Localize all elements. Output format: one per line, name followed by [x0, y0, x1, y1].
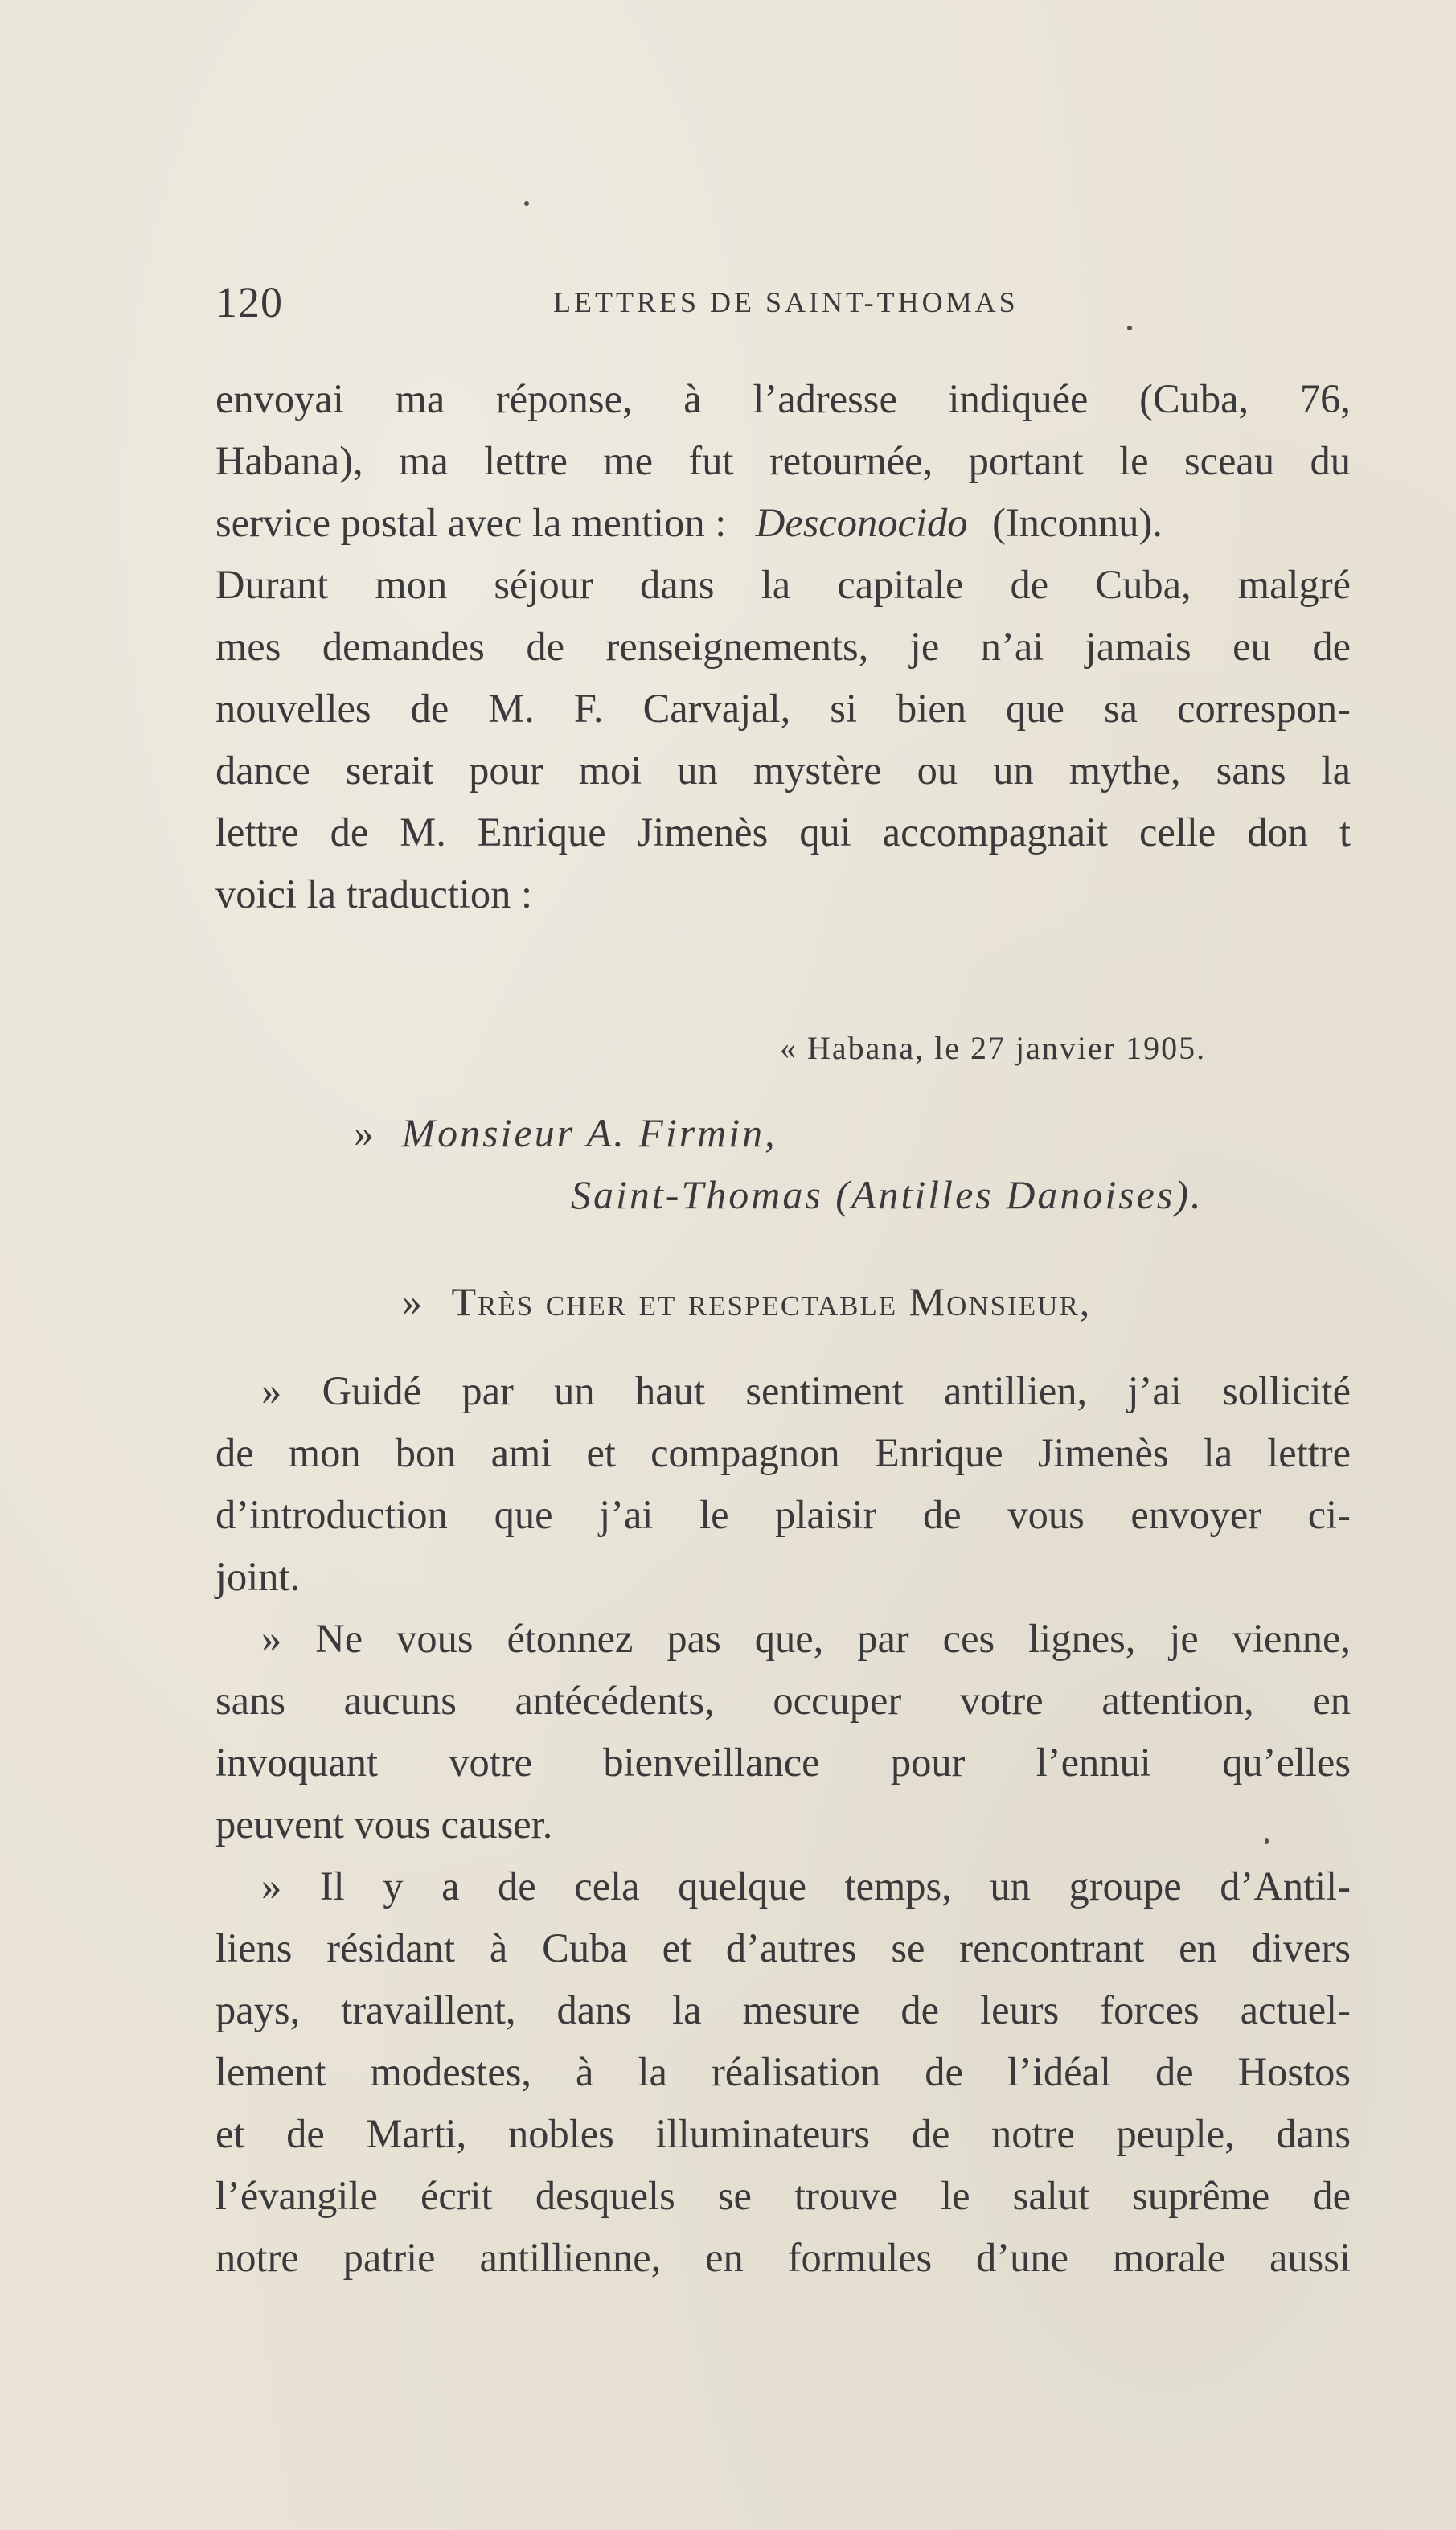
text-line: lettre de M. Enrique Jimenès qui accompagnait celle don t [215, 810, 1351, 855]
text-fragment: (Inconnu). [992, 500, 1163, 545]
text-line: invoquant votre bienveillance pour l’ennui qu’elles [215, 1740, 1351, 1785]
text-line: dance serait pour moi un mystère ou un mythe, sans la [215, 748, 1351, 793]
text-line: liens résidant à Cuba et d’autres se rencontrant en divers [215, 1925, 1351, 1970]
text-line: voici la traduction : [215, 871, 533, 916]
text-line: sans aucuns antécédents, occuper votre attention, en [215, 1678, 1351, 1723]
page-header [215, 277, 1351, 326]
text-line [215, 498, 1351, 547]
text-line: mes demandes de renseignements, je n’ai jamais eu de [215, 624, 1351, 669]
text-fragment: service postal avec la mention : [215, 500, 727, 545]
text-line: de mon bon ami et compagnon Enrique Jimenès la lettre [215, 1430, 1351, 1475]
text-line: peuvent vous causer. [215, 1802, 553, 1847]
paper-speck [524, 201, 529, 206]
text-line: nouvelles de M. F. Carvajal, si bien que sa correspon- [215, 686, 1351, 731]
paper-speck [1127, 326, 1132, 330]
text-line: d’introduction que j’ai le plaisir de vous envoyer ci- [215, 1492, 1351, 1537]
quote-mark: » [354, 1110, 375, 1155]
letter-salutation [402, 1278, 1091, 1325]
text-line: lement modestes, à la réalisation de l’idéal de Hostos [215, 2049, 1351, 2094]
text-line: joint. [215, 1554, 301, 1599]
text-line: » Il y a de cela quelque temps, un groupe d’Antil- [261, 1864, 1351, 1909]
page-number: 120 [215, 278, 283, 326]
letter-addressee-place [571, 1171, 1203, 1218]
running-title: LETTRES DE SAINT-THOMAS [553, 286, 1019, 318]
text-line: notre patrie antillienne, en formules d’une morale aussi [215, 2235, 1351, 2280]
addressee-place: Saint-Thomas (Antilles Danoises). [571, 1172, 1204, 1217]
text-line: » Ne vous étonnez pas que, par ces lignes, je vienne, [261, 1616, 1351, 1661]
emphasis-text: Desconocido [755, 500, 968, 545]
text-line: pays, travaillent, dans la mesure de leurs forces actuel- [215, 1987, 1351, 2032]
text-line: Durant mon séjour dans la capitale de Cuba, malgré [215, 562, 1351, 607]
paper-speck [1265, 1838, 1269, 1844]
text-line: l’évangile écrit desquels se trouve le salut suprême de [215, 2173, 1351, 2218]
text-line: Habana), ma lettre me fut retournée, portant le sceau du [215, 438, 1351, 483]
addressee-name: Monsieur A. Firmin, [401, 1110, 777, 1155]
letter-dateline: « Habana, le 27 janvier 1905. [780, 1030, 1207, 1066]
text-line: et de Marti, nobles illuminateurs de notre peuple, dans [215, 2111, 1351, 2156]
salutation-text: Très cher et respectable Monsieur, [451, 1279, 1092, 1324]
text-line: envoyai ma réponse, à l’adresse indiquée (Cuba, 76, [215, 376, 1351, 421]
letter-addressee [354, 1109, 777, 1156]
quote-mark: » [402, 1279, 424, 1324]
text-line: » Guidé par un haut sentiment antillien, j’ai sollicité [261, 1368, 1351, 1413]
